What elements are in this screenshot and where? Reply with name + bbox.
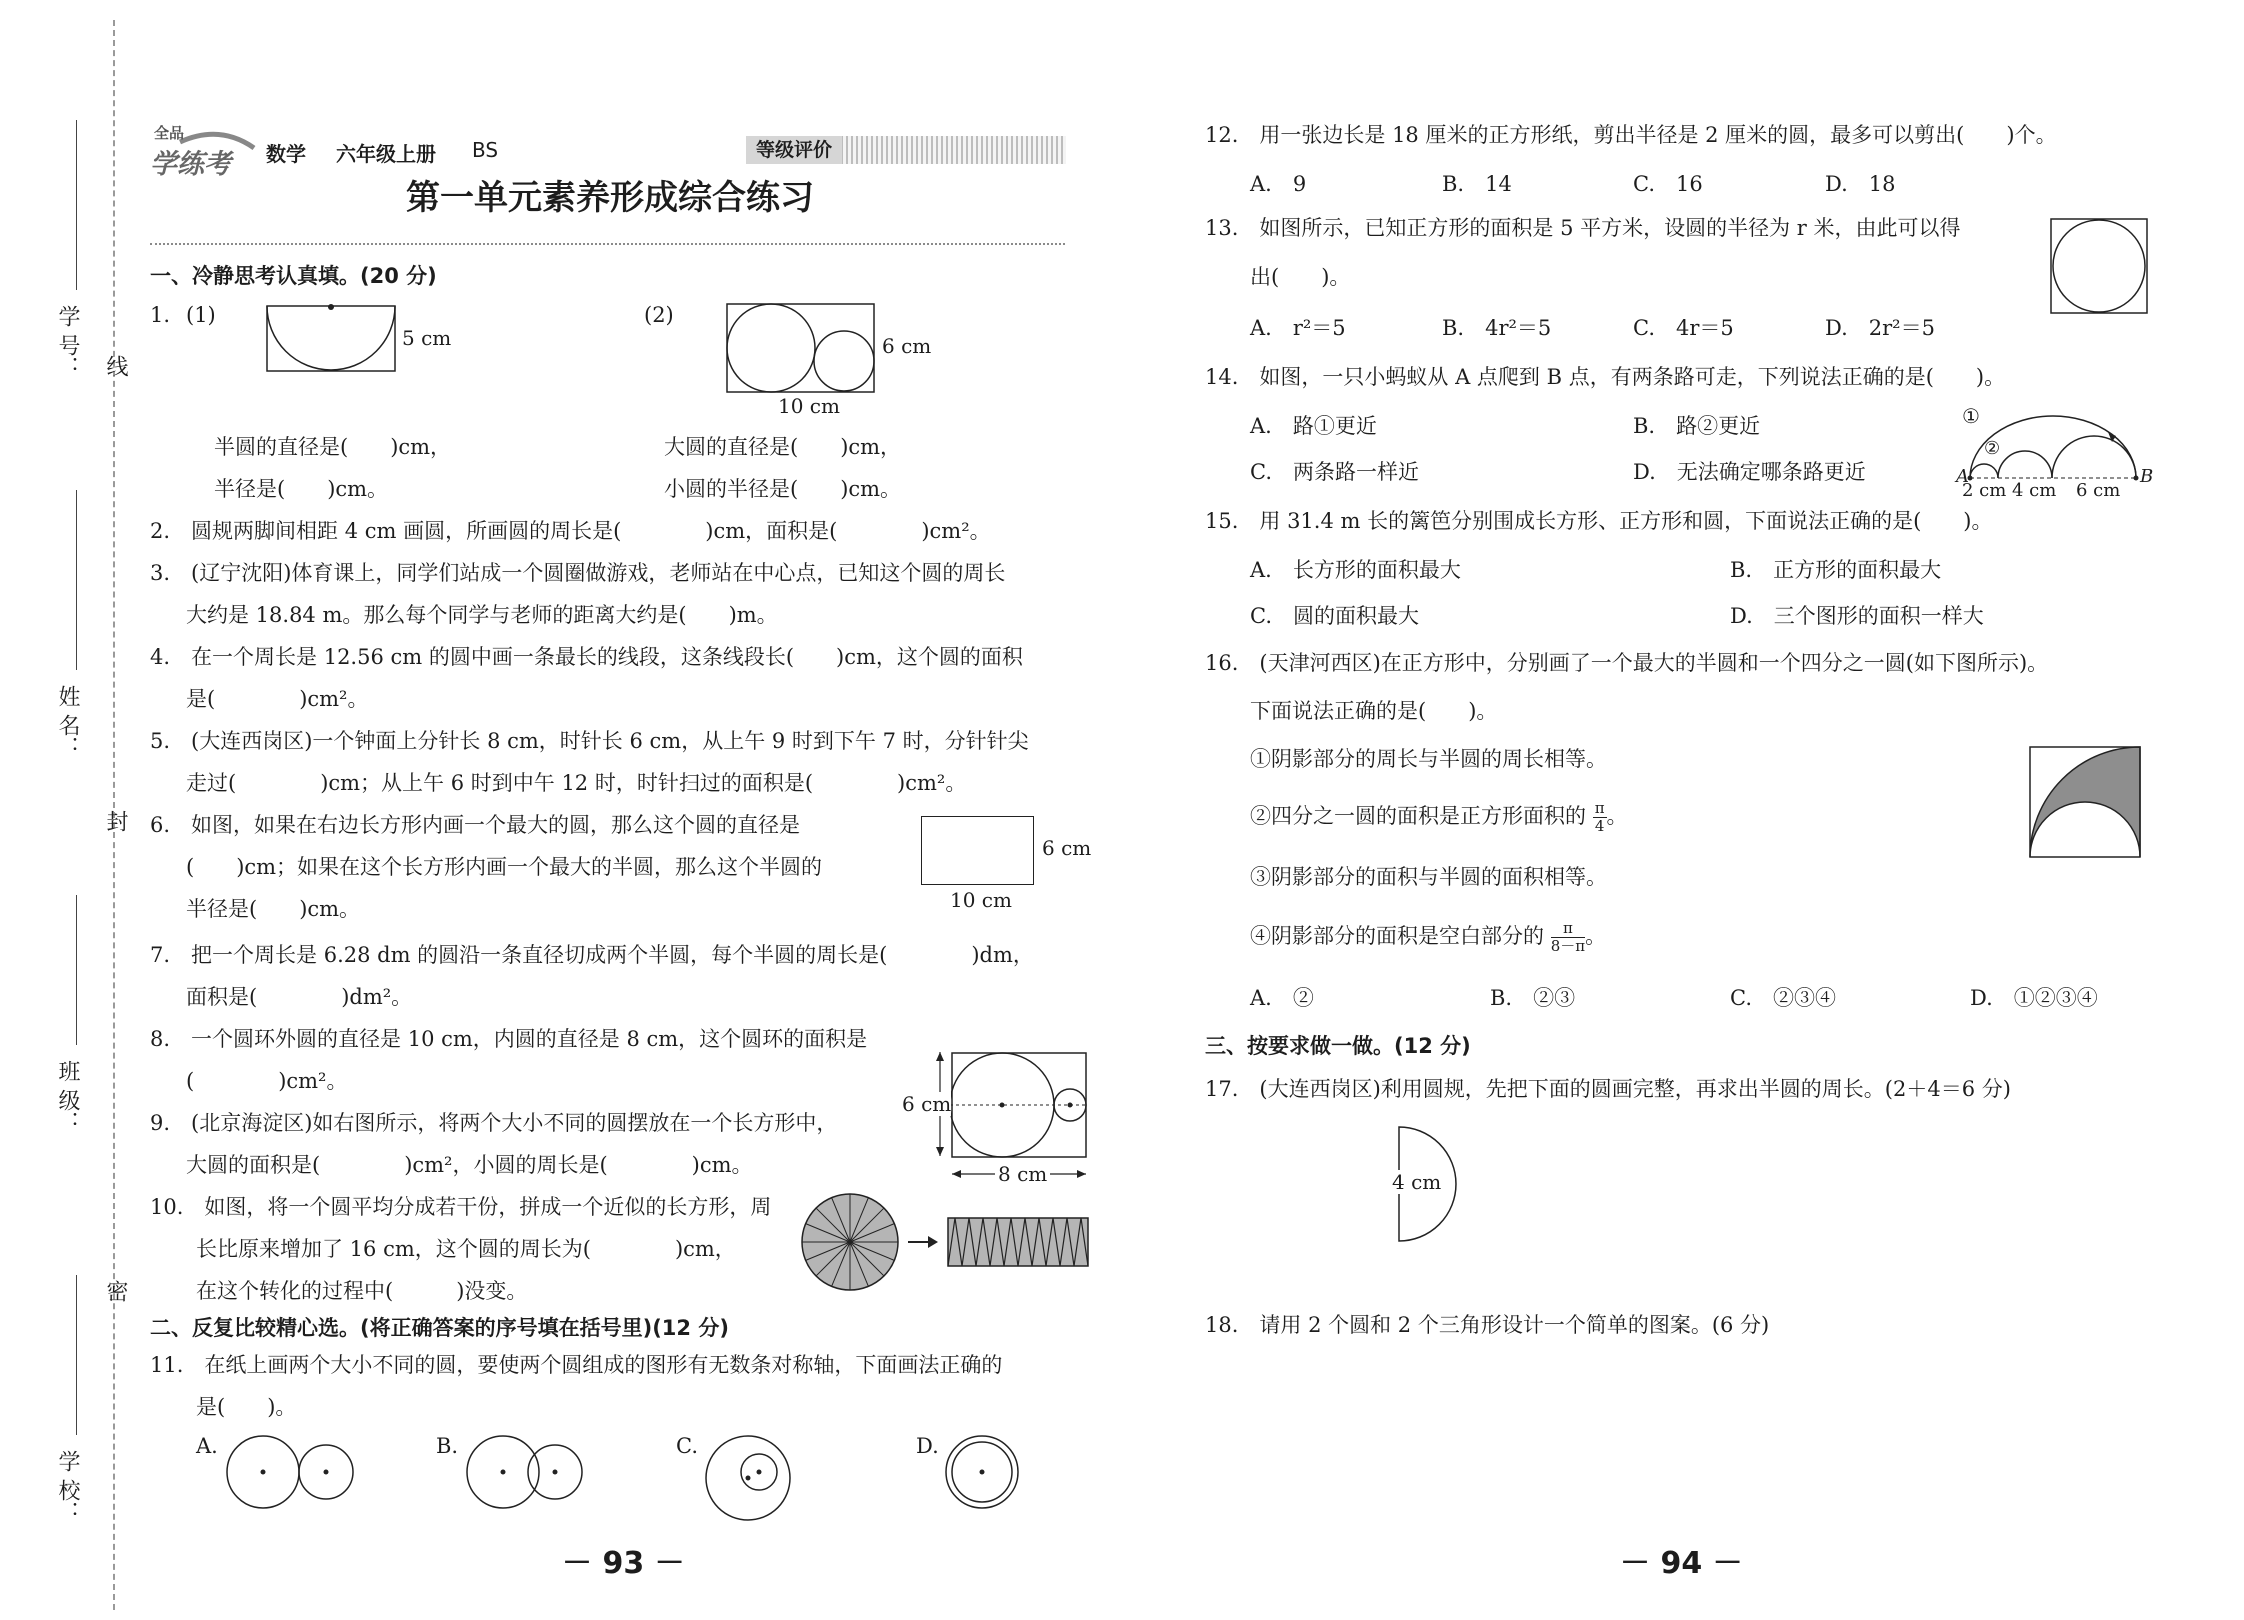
q14-point-a: A [1956, 466, 1969, 487]
binding-mark-line: 线 [103, 355, 128, 377]
q6-fig-height: 6 cm [1042, 836, 1092, 860]
q16-fraction4-num: π [1551, 920, 1585, 938]
q13-option-d[interactable]: D. 2r²＝5 [1825, 316, 1935, 340]
q10-line1: 10. 如图，将一个圆平均分成若干份，拼成一个近似的长方形，周 [150, 1195, 772, 1219]
q9-fig-height: 6 cm [902, 1092, 952, 1116]
edition: BS [472, 138, 499, 162]
q1-a1: 半圆的直径是( )cm， [214, 435, 452, 459]
q14-route2: ② [1984, 438, 2001, 459]
binding-school-label: 学 校： [55, 1450, 80, 1523]
q1-fig2 [726, 303, 876, 395]
q17: 17. (大连西岗区)利用圆规，先把下面的圆画完整，再求出半圆的周长。(2＋4＝6 分) [1205, 1077, 2011, 1101]
q1-part1: (1) [186, 303, 216, 327]
q10-fig [800, 1190, 1100, 1300]
binding-class-label: 班 级： [55, 1060, 80, 1133]
q16-fraction4 [1551, 920, 1585, 955]
q14: 14. 如图，一只小蚂蚁从 A 点爬到 B 点，有两条路可走，下列说法正确的是( )。 [1205, 365, 2006, 389]
q1-number: 1. [150, 303, 171, 327]
q15-option-a[interactable]: A. 长方形的面积最大 [1250, 558, 1461, 582]
binding-school-line [76, 1275, 77, 1435]
q11-option-c[interactable]: C. [676, 1434, 698, 1458]
q13-option-a[interactable]: A. r²＝5 [1250, 316, 1346, 340]
q11-line2: 是( )。 [196, 1395, 297, 1419]
page-number-right: － 94 － [1620, 1546, 1743, 1581]
q11-line1: 11. 在纸上画两个大小不同的圆，要使两个圆组成的图形有无数条对称轴，下面画法正确的 [150, 1353, 1003, 1377]
q12: 12. 用一张边长是 18 厘米的正方形纸，剪出半径是 2 厘米的圆，最多可以剪出( )个。 [1205, 123, 2057, 147]
q11-fig-d [944, 1434, 1024, 1514]
page-title: 第一单元素养形成综合练习 [406, 178, 814, 218]
title-rule [150, 243, 1065, 245]
q16-statement1: ①阴影部分的周长与半圆的周长相等。 [1250, 747, 1607, 771]
q16-statement2-text: ②四分之一圆的面积是正方形面积的 [1250, 804, 1586, 828]
q16-fig [2029, 746, 2145, 860]
section1-heading: 一、冷静思考认真填。(20 分) [150, 264, 437, 288]
q13-option-c[interactable]: C. 4r＝5 [1633, 316, 1734, 340]
q1-a2: 半径是( )cm。 [214, 477, 389, 501]
q16-fraction2-den: 4 [1594, 817, 1605, 835]
q6-line2: ( )cm；如果在这个长方形内画一个最大的半圆，那么这个半圆的 [186, 855, 823, 879]
brand-large: 学练考 [150, 149, 231, 180]
q5-line2: 走过( )cm；从上午 6 时到中午 12 时，时针扫过的面积是( )cm²。 [186, 771, 967, 795]
q3-line2: 大约是 18.84 m。那么每个同学与老师的距离大约是( )m。 [186, 603, 778, 627]
q16-statement3: ③阴影部分的面积与半圆的面积相等。 [1250, 865, 1607, 889]
q14-seg1: 2 cm [1962, 480, 2007, 501]
q10-line3: 在这个转化的过程中( )没变。 [196, 1279, 528, 1303]
q6-fig-width: 10 cm [950, 888, 1012, 912]
section2-heading: 二、反复比较精心选。(将正确答案的序号填在括号里)(12 分) [150, 1316, 729, 1340]
q6-rectangle [921, 816, 1034, 885]
q12-option-c[interactable]: C. 16 [1633, 172, 1703, 196]
q17-fig-label: 4 cm [1392, 1170, 1442, 1194]
q6-line1: 6. 如图，如果在右边长方形内画一个最大的圆，那么这个圆的直径是 [150, 813, 801, 837]
q14-option-b[interactable]: B. 路②更近 [1633, 414, 1761, 438]
q4-line2: 是( )cm²。 [186, 687, 369, 711]
q16-option-b[interactable]: B. ②③ [1490, 986, 1576, 1010]
q9-fig-width: 8 cm [995, 1162, 1050, 1186]
q12-option-d[interactable]: D. 18 [1825, 172, 1896, 196]
q16-statement2 [1250, 800, 1628, 835]
q7-line1: 7. 把一个周长是 6.28 dm 的圆沿一条直径切成两个半圆，每个半圆的周长是( )dm， [150, 943, 1034, 967]
q11-option-a[interactable]: A. [196, 1434, 218, 1458]
grade-badge: 等级评价 [746, 136, 842, 164]
q16-option-d[interactable]: D. ①②③④ [1970, 986, 2098, 1010]
q5-line1: 5. (大连西岗区)一个钟面上分针长 8 cm，时针长 6 cm，从上午 9 时到下午 7 时，分针针尖 [150, 729, 1029, 753]
q16-fraction2-num: π [1594, 799, 1605, 817]
binding-mark-seal: 封 [103, 810, 128, 832]
q14-seg3: 6 cm [2076, 480, 2121, 501]
q13-line1: 13. 如图所示，已知正方形的面积是 5 平方米，设圆的半径为 r 米，由此可以得 [1205, 216, 1961, 240]
q14-option-a[interactable]: A. 路①更近 [1250, 414, 1377, 438]
q6-line3: 半径是( )cm。 [186, 897, 361, 921]
subject: 数学 [266, 142, 306, 166]
q16-fraction2 [1593, 800, 1607, 835]
q1-part2: (2) [644, 303, 674, 327]
q16-line1: 16. (天津河西区)在正方形中，分别画了一个最大的半圆和一个四分之一圆(如下图所示)。 [1205, 651, 2049, 675]
q15: 15. 用 31.4 m 长的篱笆分别围成长方形、正方形和圆，下面说法正确的是( )。 [1205, 509, 1993, 533]
q4-line1: 4. 在一个周长是 12.56 cm 的圆中画一条最长的线段，这条线段长( )cm，这个圆的面积 [150, 645, 1023, 669]
q14-point-b: B [2140, 466, 2154, 487]
q2: 2. 圆规两脚间相距 4 cm 画圆，所画圆的周长是( )cm，面积是( )cm²。 [150, 519, 991, 543]
q11-fig-c [703, 1432, 803, 1524]
section3-heading: 三、按要求做一做。(12 分) [1205, 1034, 1471, 1058]
q12-option-a[interactable]: A. 9 [1250, 172, 1307, 196]
q15-option-b[interactable]: B. 正方形的面积最大 [1730, 558, 1942, 582]
page-number-left: － 93 － [562, 1546, 685, 1581]
q13-option-b[interactable]: B. 4r²＝5 [1442, 316, 1552, 340]
q16-line2: 下面说法正确的是( )。 [1250, 699, 1498, 723]
q18: 18. 请用 2 个圆和 2 个三角形设计一个简单的图案。(6 分) [1205, 1313, 1770, 1337]
q14-route1: ① [1962, 404, 1980, 428]
q13-fig [2050, 218, 2150, 316]
q9-line1: 9. (北京海淀区)如右图所示，将两个大小不同的圆摆放在一个长方形中， [150, 1111, 838, 1135]
q1-fig2-width: 10 cm [778, 394, 840, 418]
q14-seg2: 4 cm [2012, 480, 2057, 501]
q8-line1: 8. 一个圆环外圆的直径是 10 cm，内圆的直径是 8 cm，这个圆环的面积是 [150, 1027, 868, 1051]
q15-option-c[interactable]: C. 圆的面积最大 [1250, 604, 1419, 628]
q13-line2: 出( )。 [1250, 265, 1351, 289]
q16-statement2-end: 。 [1606, 804, 1628, 828]
binding-name-line [76, 490, 77, 670]
q9-line2: 大圆的面积是( )cm²，小圆的周长是( )cm。 [186, 1153, 753, 1177]
q16-option-a[interactable]: A. ② [1250, 986, 1314, 1010]
binding-number-label: 学 号： [55, 305, 80, 378]
q3-line1: 3. (辽宁沈阳)体育课上，同学们站成一个圆圈做游戏，老师站在中心点，已知这个圆的周长 [150, 561, 1006, 585]
q1-fig1 [266, 305, 406, 377]
q14-option-c[interactable]: C. 两条路一样近 [1250, 460, 1419, 484]
q15-option-d[interactable]: D. 三个图形的面积一样大 [1730, 604, 1984, 628]
q1-fig2-height: 6 cm [882, 334, 932, 358]
q12-option-b[interactable]: B. 14 [1442, 172, 1512, 196]
q11-option-d[interactable]: D. [916, 1434, 939, 1458]
q1-b2: 小圆的半径是( )cm。 [664, 477, 902, 501]
q1-b1: 大圆的直径是( )cm， [664, 435, 902, 459]
q7-line2: 面积是( )dm²。 [186, 985, 413, 1009]
binding-number-line [76, 120, 77, 290]
q11-fig-b [465, 1432, 595, 1512]
brand-small: 全品 [154, 124, 185, 142]
q1-fig1-label: 5 cm [402, 326, 452, 350]
brand-logo [150, 118, 255, 180]
q16-statement4-end: 。 [1585, 924, 1607, 948]
q14-option-d[interactable]: D. 无法确定哪条路更近 [1633, 460, 1866, 484]
q10-line2: 长比原来增加了 16 cm，这个圆的周长为( )cm， [196, 1237, 736, 1261]
q16-option-c[interactable]: C. ②③④ [1730, 986, 1836, 1010]
q11-option-b[interactable]: B. [436, 1434, 459, 1458]
q8-line2: ( )cm²。 [186, 1069, 348, 1093]
binding-mark-secret: 密 [103, 1280, 128, 1302]
grade: 六年级上册 [336, 142, 436, 166]
q16-fraction4-den: 8－π [1550, 937, 1586, 955]
q16-statement4-text: ④阴影部分的面积是空白部分的 [1250, 924, 1544, 948]
binding-name-label: 姓 名： [55, 685, 80, 758]
q11-fig-a [225, 1432, 365, 1512]
binding-class-line [76, 895, 77, 1045]
q16-statement4 [1250, 920, 1606, 955]
